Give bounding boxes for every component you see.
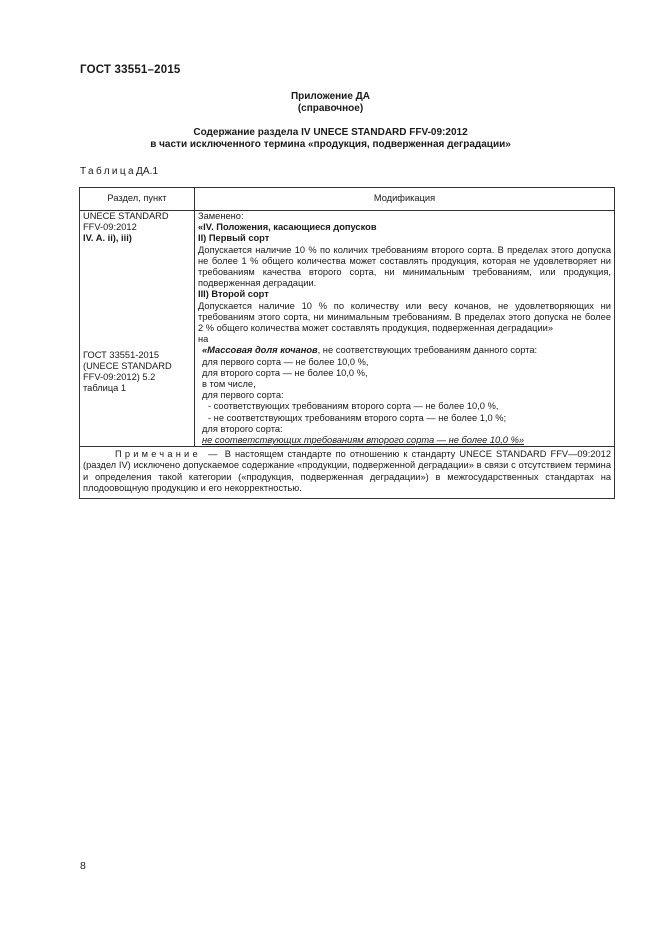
- mod-including: в том числе,: [202, 379, 256, 390]
- page-number: 8: [80, 860, 86, 872]
- note-row: [80, 447, 615, 499]
- section-line: ГОСТ 33551-2015: [83, 349, 160, 360]
- table-header-row: [80, 188, 615, 211]
- mod-item: - соответствующих требованиям второго сорта — не более 10,0 %,: [208, 401, 499, 412]
- document-code: ГОСТ 33551–2015: [80, 64, 181, 76]
- header-section: Раздел, пункт: [80, 188, 195, 211]
- mod-second-grade-limit: для второго сорта — не более 10,0 %,: [202, 367, 368, 378]
- annex-subtitle: (справочное): [297, 103, 364, 114]
- table-row: [80, 211, 615, 447]
- table-caption: [80, 166, 158, 177]
- section-line: UNECE STANDARD: [83, 211, 169, 221]
- table-caption-prefix: Таблица: [80, 166, 137, 177]
- section-line: (UNECE STANDARD: [83, 360, 172, 371]
- section-line: FFV-09:2012) 5.2: [83, 372, 156, 383]
- annex-heading-line1: Содержание раздела IV UNECE STANDARD FFV-09:2012: [193, 127, 468, 138]
- modification-table: [79, 187, 615, 499]
- note-label: Примечание —: [115, 449, 221, 460]
- mod-for-second: для второго сорта:: [202, 423, 283, 434]
- mod-last: не соответствующих требованиям второго сорта — не более 10,0 %»: [202, 435, 524, 446]
- table-caption-number: ДА.1: [136, 166, 159, 177]
- note-text: В настоящем стандарте по отношению к стандарту UNECE STANDARD FFV—09:2012 (раздел IV) исключено допускаемое содержание «продукции, подверженной деградации» в связи с отсутствием термина и определения такой категории («продукция, подверженная деградации») в межгосударственных стандартах на плодоовощную продукцию и его некорректностью.: [83, 449, 611, 493]
- note-cell: [80, 447, 615, 499]
- section-line: FFV-09:2012: [83, 222, 137, 233]
- section-line: IV. A. ii), iii): [83, 233, 132, 244]
- mod-replaced: Заменено:: [198, 211, 244, 221]
- mod-on: на: [198, 334, 209, 345]
- mod-item: - не соответствующих требованиям второго сорта — не более 1,0 %;: [208, 412, 507, 423]
- mod-first-grade-text: Допускается наличие 10 % по количих требованиям второго сорта. В пределах этого допуска не более 1 % общего количества может составлять продукция, которая не удовлетворяет ни требованиям качества второго сорта, ни минимальным требованиям, или продукция, подверженная деградации.: [198, 244, 611, 289]
- mod-mass-line: «Массовая доля кочанов, не соответствующих требованиям данного сорта:: [202, 345, 538, 356]
- header-modification: Модификация: [195, 188, 615, 211]
- annex-title: Приложение ДА: [290, 91, 371, 102]
- mod-first-grade-limit: для первого сорта — не более 10,0 %,: [202, 356, 369, 367]
- mod-title: «IV. Положения, касающиеся допусков: [198, 222, 377, 233]
- section-line: таблица 1: [83, 383, 127, 394]
- mod-second-grade-heading: III) Второй сорт: [198, 289, 269, 300]
- section-cell: [80, 211, 195, 447]
- mod-first-grade-heading: II) Первый сорт: [198, 233, 270, 244]
- mod-for-first: для первого сорта:: [202, 390, 284, 401]
- mod-second-grade-text: Допускается наличие 10 % по количеству или весу кочанов, не удовлетворяющих ни требованиям этого сорта, ни минимальным требованиям. В пределах этого допуска не более 2 % общего количества может составлять продукция, подверженная деградации»: [198, 300, 611, 334]
- modification-cell: [195, 211, 615, 447]
- annex-heading-line2: в части исключенного термина «продукция, подверженная деградации»: [150, 139, 511, 150]
